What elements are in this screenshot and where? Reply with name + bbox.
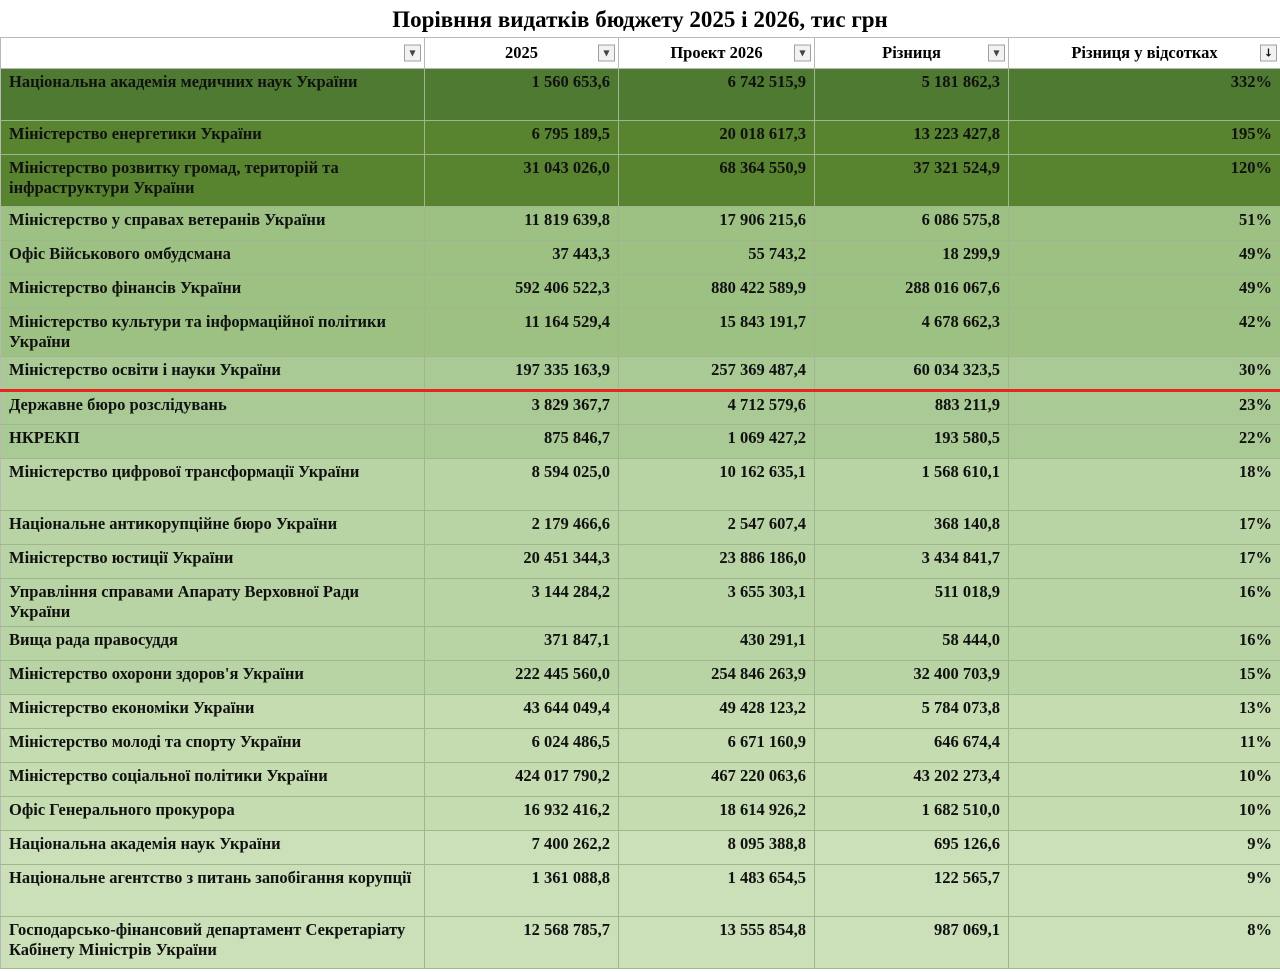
cell-difference: 883 211,9	[815, 391, 1009, 425]
table-row	[1, 627, 1280, 661]
table-row	[1, 275, 1280, 309]
cell-2026: 6 742 515,9	[619, 69, 815, 121]
cell-difference: 1 682 510,0	[815, 797, 1009, 831]
cell-2026: 430 291,1	[619, 627, 815, 661]
cell-agency: Міністерство фінансів України	[1, 275, 425, 309]
filter-icon-difference[interactable]: ▼	[988, 45, 1005, 62]
cell-agency: Міністерство соціальної політики України	[1, 763, 425, 797]
column-header-2026	[619, 38, 815, 69]
cell-difference-percent: 120%	[1009, 155, 1280, 207]
cell-2025: 8 594 025,0	[425, 459, 619, 511]
table-row	[1, 695, 1280, 729]
cell-difference: 646 674,4	[815, 729, 1009, 763]
cell-difference: 18 299,9	[815, 241, 1009, 275]
cell-agency: Міністерство економіки України	[1, 695, 425, 729]
cell-2026: 1 069 427,2	[619, 425, 815, 459]
table-row	[1, 425, 1280, 459]
cell-2026: 18 614 926,2	[619, 797, 815, 831]
filter-icon-2025[interactable]: ▼	[598, 45, 615, 62]
cell-difference-percent: 18%	[1009, 459, 1280, 511]
cell-difference-percent: 9%	[1009, 865, 1280, 917]
cell-agency: Державне бюро розслідувань	[1, 391, 425, 425]
column-header-difference-percent-label: Різниця у відсотках	[1071, 43, 1218, 62]
cell-2026: 3 655 303,1	[619, 579, 815, 627]
cell-2026: 2 547 607,4	[619, 511, 815, 545]
table-row	[1, 917, 1280, 969]
cell-2025: 6 024 486,5	[425, 729, 619, 763]
cell-2025: 16 932 416,2	[425, 797, 619, 831]
cell-difference: 1 568 610,1	[815, 459, 1009, 511]
cell-difference: 3 434 841,7	[815, 545, 1009, 579]
cell-agency: Міністерство молоді та спорту України	[1, 729, 425, 763]
budget-comparison-table	[0, 37, 1280, 969]
cell-difference: 37 321 524,9	[815, 155, 1009, 207]
table-row	[1, 797, 1280, 831]
table-row	[1, 661, 1280, 695]
column-header-difference-percent	[1009, 38, 1280, 69]
cell-agency: Міністерство розвитку громад, територій та інфраструктури України	[1, 155, 425, 207]
cell-difference: 288 016 067,6	[815, 275, 1009, 309]
cell-difference-percent: 51%	[1009, 207, 1280, 241]
column-header-difference	[815, 38, 1009, 69]
cell-agency: Офіс Генерального прокурора	[1, 797, 425, 831]
cell-2025: 3 144 284,2	[425, 579, 619, 627]
cell-2025: 197 335 163,9	[425, 357, 619, 391]
table-row	[1, 459, 1280, 511]
cell-difference: 4 678 662,3	[815, 309, 1009, 357]
cell-2025: 31 043 026,0	[425, 155, 619, 207]
cell-2025: 11 819 639,8	[425, 207, 619, 241]
table-row	[1, 121, 1280, 155]
cell-agency: Міністерство культури та інформаційної політики України	[1, 309, 425, 357]
cell-agency: Офіс Військового омбудсмана	[1, 241, 425, 275]
cell-2026: 880 422 589,9	[619, 275, 815, 309]
cell-2025: 3 829 367,7	[425, 391, 619, 425]
cell-difference: 5 181 862,3	[815, 69, 1009, 121]
column-header-2025-label: 2025	[505, 43, 538, 62]
table-row	[1, 207, 1280, 241]
cell-difference: 58 444,0	[815, 627, 1009, 661]
cell-agency: Вища рада правосуддя	[1, 627, 425, 661]
cell-2025: 1 560 653,6	[425, 69, 619, 121]
cell-agency: Міністерство охорони здоров'я України	[1, 661, 425, 695]
table-row	[1, 511, 1280, 545]
column-header-difference-label: Різниця	[882, 43, 941, 62]
table-row	[1, 831, 1280, 865]
cell-difference-percent: 17%	[1009, 545, 1280, 579]
cell-difference-percent: 11%	[1009, 729, 1280, 763]
cell-2025: 11 164 529,4	[425, 309, 619, 357]
table-header-row	[1, 38, 1280, 69]
table-row	[1, 729, 1280, 763]
cell-2025: 2 179 466,6	[425, 511, 619, 545]
cell-agency: Міністерство енергетики України	[1, 121, 425, 155]
cell-difference-percent: 30%	[1009, 357, 1280, 391]
cell-2026: 13 555 854,8	[619, 917, 815, 969]
table-row	[1, 865, 1280, 917]
cell-2025: 12 568 785,7	[425, 917, 619, 969]
table-row	[1, 69, 1280, 121]
cell-difference-percent: 195%	[1009, 121, 1280, 155]
cell-2026: 254 846 263,9	[619, 661, 815, 695]
cell-difference-percent: 15%	[1009, 661, 1280, 695]
cell-2025: 7 400 262,2	[425, 831, 619, 865]
table-row	[1, 579, 1280, 627]
cell-2026: 6 671 160,9	[619, 729, 815, 763]
cell-difference-percent: 49%	[1009, 241, 1280, 275]
table-row	[1, 357, 1280, 391]
cell-2026: 257 369 487,4	[619, 357, 815, 391]
page-title: Порівння видатків бюджету 2025 і 2026, тис грн	[392, 7, 888, 32]
table-row	[1, 155, 1280, 207]
table-row	[1, 391, 1280, 425]
cell-difference-percent: 17%	[1009, 511, 1280, 545]
cell-agency: НКРЕКП	[1, 425, 425, 459]
table-row	[1, 309, 1280, 357]
cell-2025: 875 846,7	[425, 425, 619, 459]
cell-difference: 32 400 703,9	[815, 661, 1009, 695]
cell-2025: 37 443,3	[425, 241, 619, 275]
cell-agency: Національна академія медичних наук України	[1, 69, 425, 121]
cell-difference-percent: 8%	[1009, 917, 1280, 969]
cell-2026: 8 095 388,8	[619, 831, 815, 865]
column-header-agency	[1, 38, 425, 69]
cell-2026: 10 162 635,1	[619, 459, 815, 511]
cell-2025: 1 361 088,8	[425, 865, 619, 917]
cell-difference: 122 565,7	[815, 865, 1009, 917]
cell-agency: Міністерство цифрової трансформації України	[1, 459, 425, 511]
cell-agency: Національне антикорупційне бюро України	[1, 511, 425, 545]
cell-difference-percent: 10%	[1009, 763, 1280, 797]
cell-difference: 5 784 073,8	[815, 695, 1009, 729]
cell-agency: Національна академія наук України	[1, 831, 425, 865]
cell-agency: Міністерство освіти і науки України	[1, 357, 425, 391]
column-header-2026-label: Проект 2026	[670, 43, 763, 62]
cell-2025: 222 445 560,0	[425, 661, 619, 695]
cell-difference-percent: 16%	[1009, 579, 1280, 627]
column-header-2025	[425, 38, 619, 69]
cell-difference-percent: 22%	[1009, 425, 1280, 459]
cell-difference: 368 140,8	[815, 511, 1009, 545]
cell-difference-percent: 9%	[1009, 831, 1280, 865]
cell-difference: 60 034 323,5	[815, 357, 1009, 391]
table-row	[1, 763, 1280, 797]
table-row	[1, 545, 1280, 579]
cell-2026: 4 712 579,6	[619, 391, 815, 425]
cell-2026: 467 220 063,6	[619, 763, 815, 797]
filter-icon-agency[interactable]: ▼	[404, 45, 421, 62]
cell-2026: 17 906 215,6	[619, 207, 815, 241]
cell-agency: Міністерство у справах ветеранів України	[1, 207, 425, 241]
cell-difference-percent: 332%	[1009, 69, 1280, 121]
cell-difference-percent: 13%	[1009, 695, 1280, 729]
cell-2025: 424 017 790,2	[425, 763, 619, 797]
cell-2025: 592 406 522,3	[425, 275, 619, 309]
sort-desc-icon-difference-percent[interactable]: ↓	[1260, 45, 1277, 62]
cell-difference-percent: 49%	[1009, 275, 1280, 309]
cell-agency: Господарсько-фінансовий департамент Секретаріату Кабінету Міністрів України	[1, 917, 425, 969]
cell-difference: 193 580,5	[815, 425, 1009, 459]
cell-2026: 55 743,2	[619, 241, 815, 275]
cell-2026: 1 483 654,5	[619, 865, 815, 917]
cell-2026: 68 364 550,9	[619, 155, 815, 207]
cell-2025: 20 451 344,3	[425, 545, 619, 579]
cell-agency: Міністерство юстиції України	[1, 545, 425, 579]
cell-difference-percent: 42%	[1009, 309, 1280, 357]
cell-difference: 13 223 427,8	[815, 121, 1009, 155]
cell-2026: 20 018 617,3	[619, 121, 815, 155]
cell-2025: 6 795 189,5	[425, 121, 619, 155]
cell-difference: 43 202 273,4	[815, 763, 1009, 797]
cell-difference: 511 018,9	[815, 579, 1009, 627]
cell-2025: 43 644 049,4	[425, 695, 619, 729]
cell-difference-percent: 16%	[1009, 627, 1280, 661]
cell-2026: 15 843 191,7	[619, 309, 815, 357]
cell-difference: 987 069,1	[815, 917, 1009, 969]
cell-2025: 371 847,1	[425, 627, 619, 661]
cell-difference: 6 086 575,8	[815, 207, 1009, 241]
filter-icon-2026[interactable]: ▼	[794, 45, 811, 62]
cell-agency: Національне агентство з питань запобігання корупції	[1, 865, 425, 917]
cell-2026: 23 886 186,0	[619, 545, 815, 579]
table-row	[1, 241, 1280, 275]
cell-difference: 695 126,6	[815, 831, 1009, 865]
cell-2026: 49 428 123,2	[619, 695, 815, 729]
table-body	[1, 69, 1280, 969]
cell-difference-percent: 10%	[1009, 797, 1280, 831]
cell-difference-percent: 23%	[1009, 391, 1280, 425]
cell-agency: Управління справами Апарату Верховної Ради України	[1, 579, 425, 627]
